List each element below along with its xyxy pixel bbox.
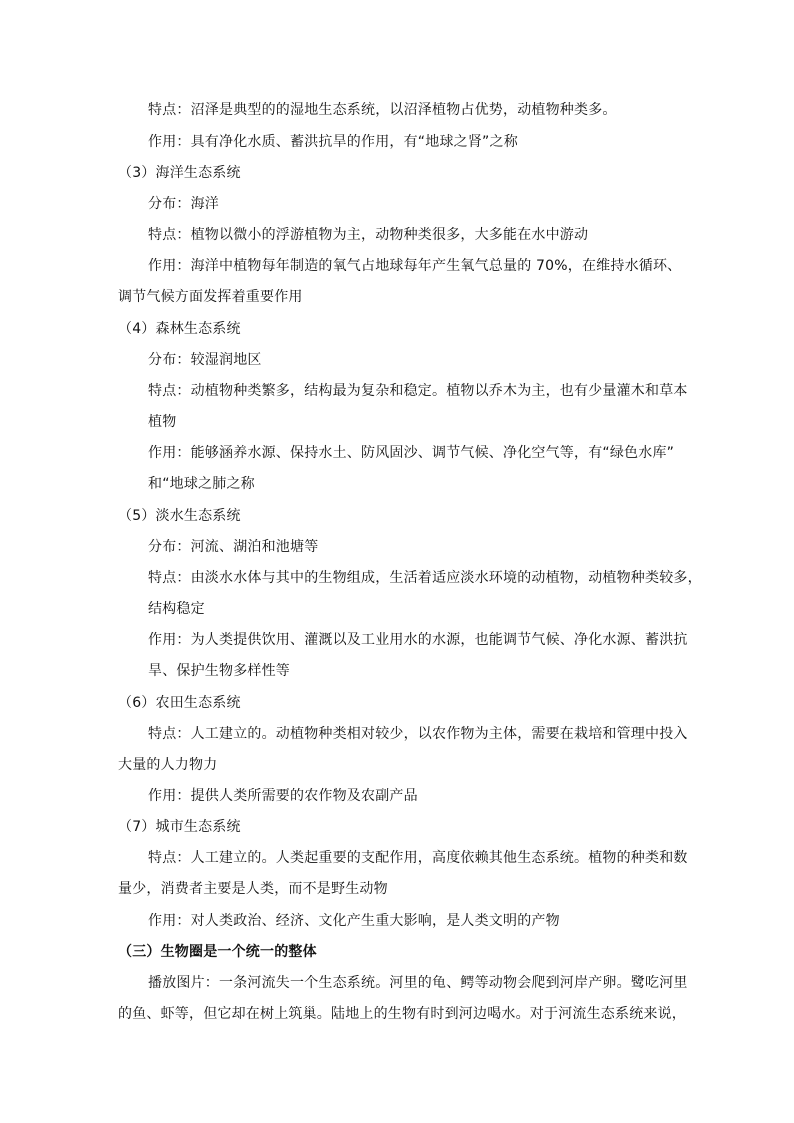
text-line: 作用：提供人类所需要的农作物及农副产品 (148, 788, 418, 804)
text-line: 调节气候方面发挥着重要作用 (118, 289, 303, 305)
section-heading: （5）淡水生态系统 (118, 508, 241, 524)
text-line: 作用：对人类政治、经济、文化产生重大影响，是人类文明的产物 (148, 913, 560, 929)
text-line: 大量的人力物力 (118, 757, 218, 773)
text-line: 分布：海洋 (148, 196, 219, 212)
text-line: 结构稳定 (148, 601, 205, 617)
text-line: 特点：人工建立的。人类起重要的支配作用，高度依赖其他生态系统。植物的种类和数 (148, 850, 688, 866)
text-line: 和“地球之肺之称 (148, 476, 255, 492)
text-line: 作用：海洋中植物每年制造的氧气占地球每年产生氧气总量的 70%，在维持水循环、 (148, 258, 682, 274)
text-line: 播放图片：一条河流失一个生态系统。河里的龟、鳄等动物会爬到河岸产卵。鹭吃河里 (148, 975, 688, 991)
text-line: 特点：由淡水水体与其中的生物组成，生活着适应淡水环境的动植物，动植物种类较多， (148, 570, 702, 586)
text-line: 特点：植物以微小的浮游植物为主，动物种类很多，大多能在水中游动 (148, 227, 589, 243)
chapter-heading: （三）生物圈是一个统一的整体 (118, 944, 317, 960)
text-line: 分布：较湿润地区 (148, 352, 262, 368)
text-line: 作用：具有净化水质、蓄洪抗旱的作用，有“地球之肾”之称 (148, 134, 518, 150)
text-line: 量少，消费者主要是人类，而不是野生动物 (118, 881, 388, 897)
text-line: 特点：人工建立的。动植物种类相对较少，以农作物为主体，需要在栽培和管理中投入 (148, 726, 688, 742)
section-heading: （7）城市生态系统 (118, 819, 241, 835)
section-heading: （3）海洋生态系统 (118, 165, 241, 181)
text-line: 特点：动植物种类繁多，结构最为复杂和稳定。植物以乔木为主，也有少量灌木和草本 (148, 383, 688, 399)
section-heading: （4）森林生态系统 (118, 321, 241, 337)
text-line: 作用：为人类提供饮用、灌溉以及工业用水的水源，也能调节气候、净化水源、蓄洪抗 (148, 632, 688, 648)
section-heading: （6）农田生态系统 (118, 695, 241, 711)
text-line: 旱、保护生物多样性等 (148, 663, 290, 679)
text-line: 分布：河流、湖泊和池塘等 (148, 539, 319, 555)
text-line: 特点：沼泽是典型的的湿地生态系统，以沼泽植物占优势，动植物种类多。 (148, 102, 617, 118)
text-line: 植物 (148, 414, 177, 430)
text-line: 作用：能够涵养水源、保持水土、防风固沙、调节气候、净化空气等，有“绿色水库” (148, 445, 675, 461)
text-line: 的鱼、虾等，但它却在树上筑巢。陆地上的生物有时到河边喝水。对于河流生态系统来说， (118, 1006, 686, 1022)
